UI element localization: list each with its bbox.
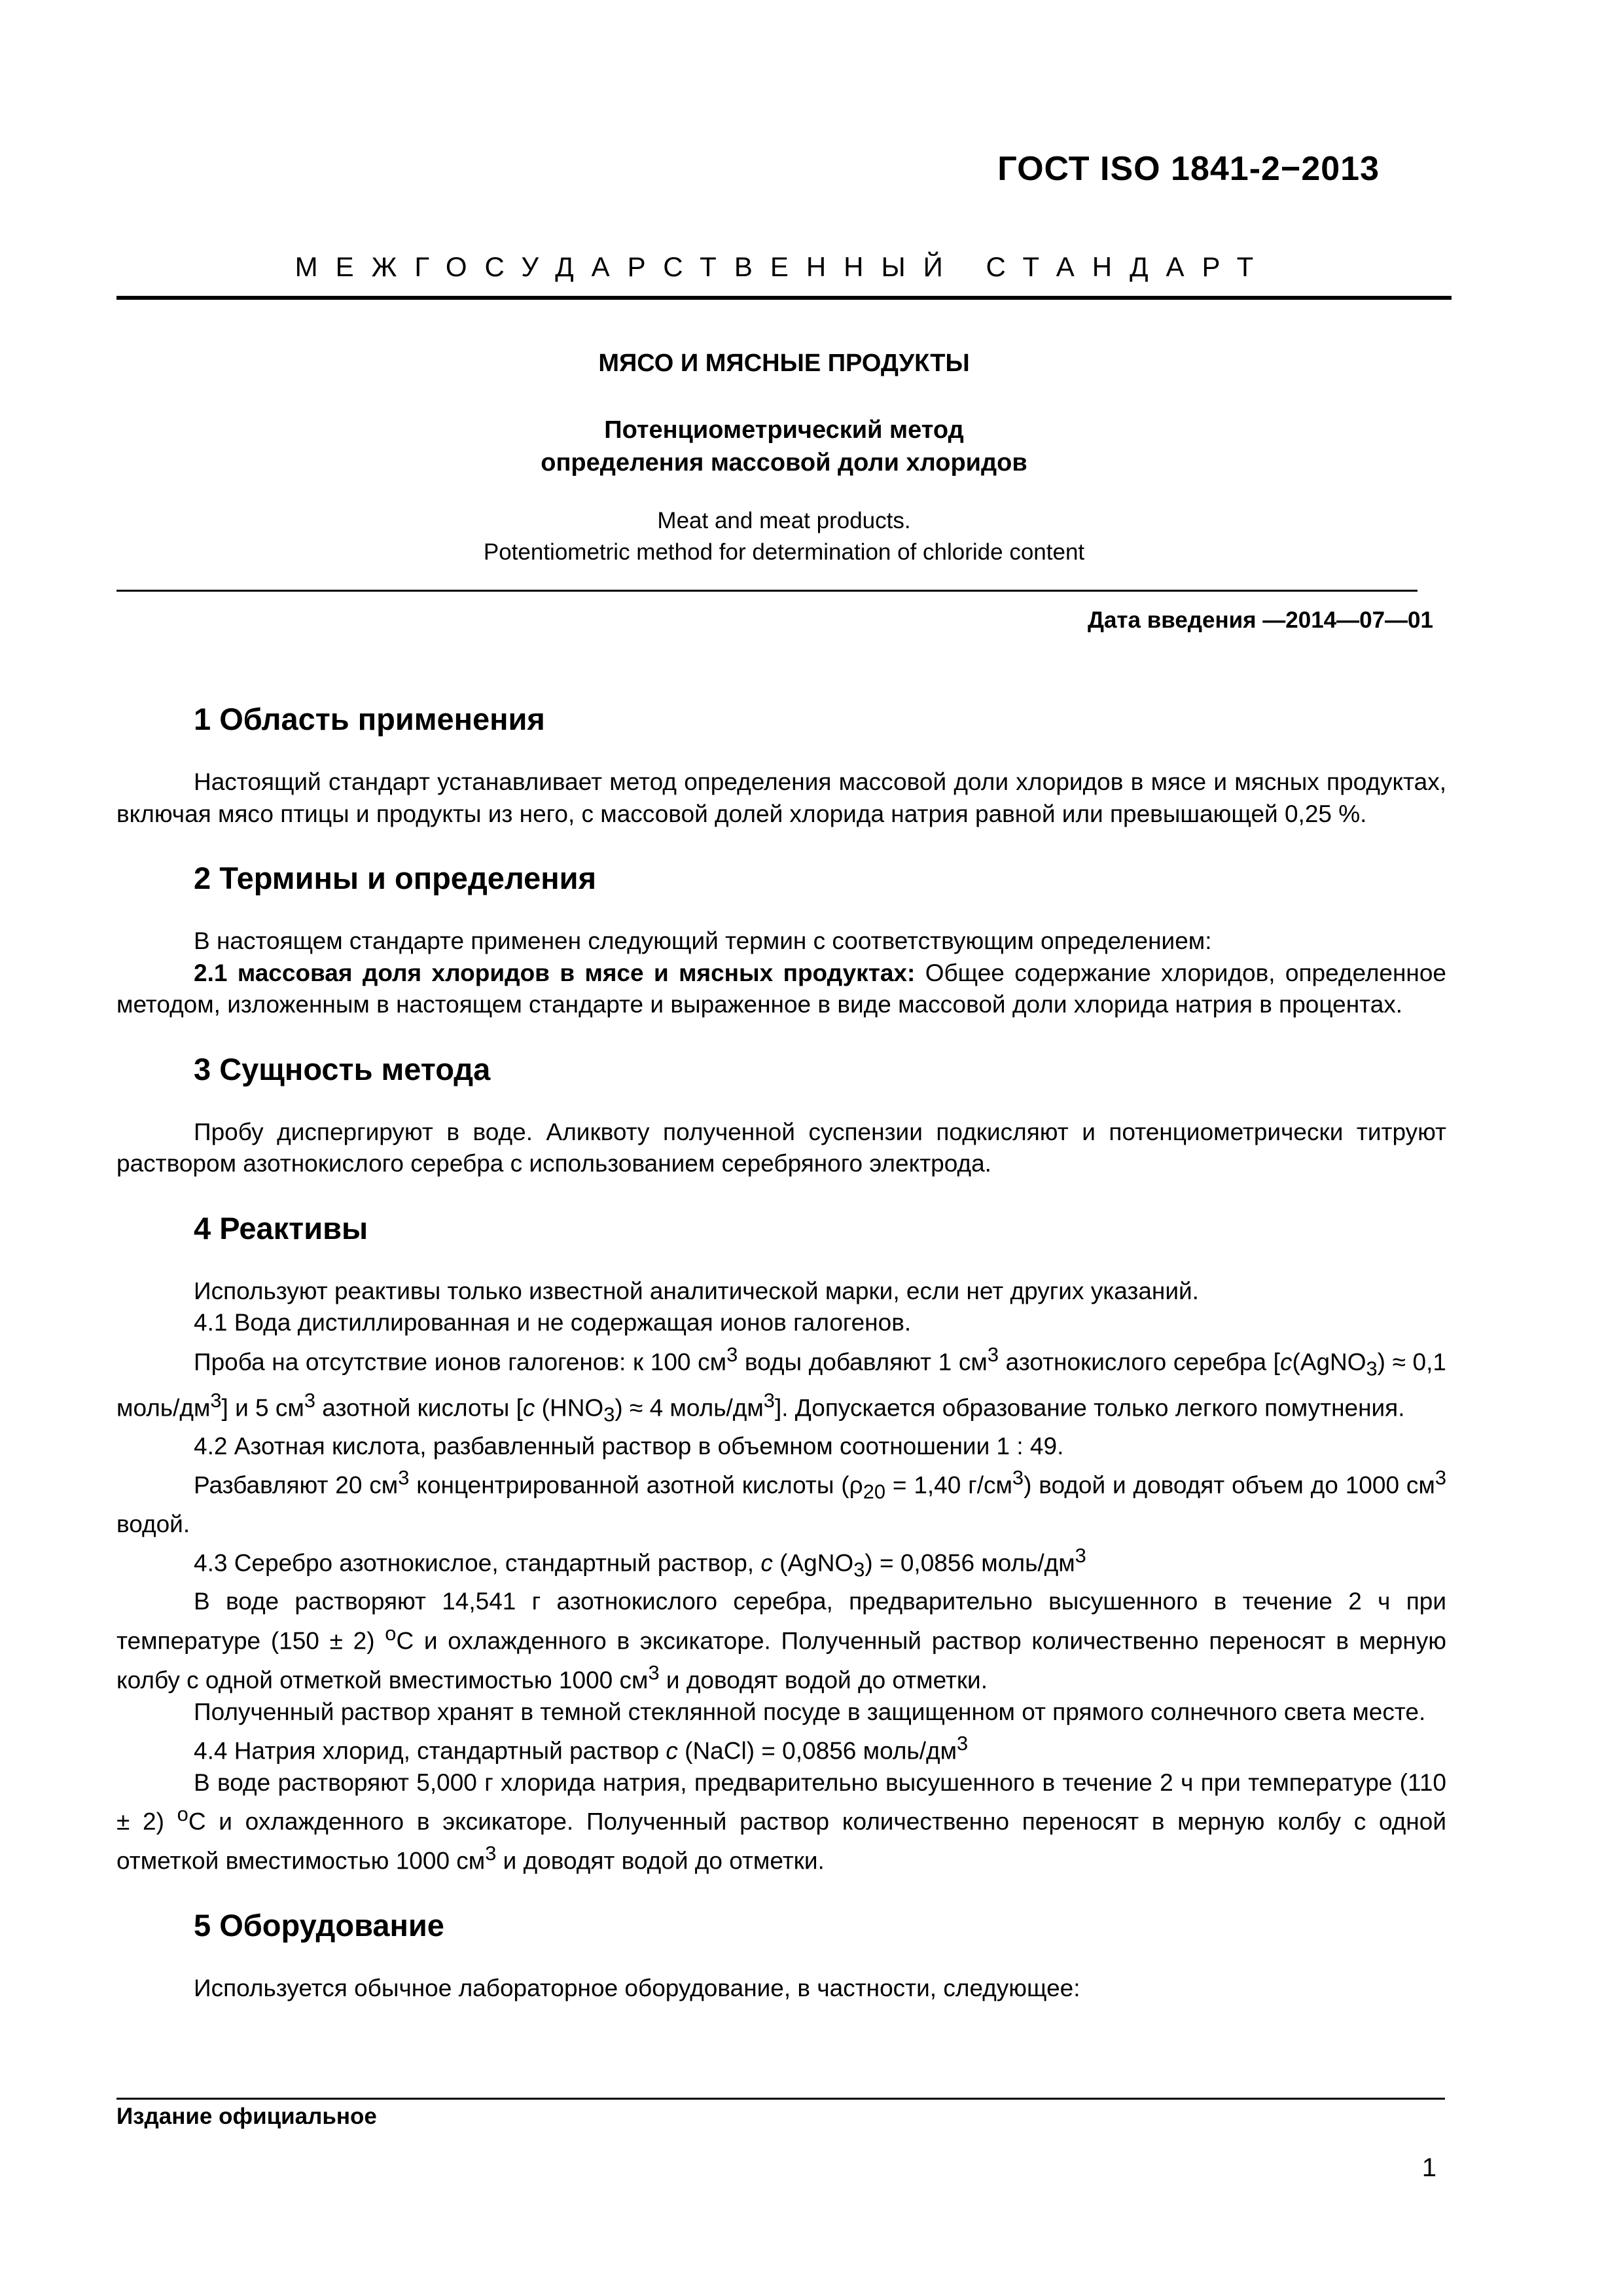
document-id: ГОСТ ISO 1841-2−2013 [997, 150, 1380, 188]
section-heading-terms: 2 Термины и определения [194, 861, 596, 895]
paragraph: Разбавляют 20 $см^3$ концентрированной азотной кислоты ($\rho_{20} = 1,40$ $г/см^3$) водой и доводят объем до 1000 $см^3$ водой. [116, 1466, 1446, 1537]
clause-4-4: 4.4 Натрия хлорид, стандартный раствор c (NaCl) = 0,0856 моль/$дм^3$ [194, 1732, 969, 1765]
paragraph: В воде растворяют 14,541 г азотнокислого серебра, предварительно высушенного в течение 2 ч при температуре (150 ± 2) $^о$С и охлажденного в эксикаторе. Полученный раствор количественно переносят в мерную колбу с одной отметкой вместимостью 1000 $см^3$ и доводят водой до отметки. [116, 1588, 1446, 1694]
section-heading-equipment: 5 Оборудование [194, 1908, 444, 1943]
clause-4-2: 4.2 Азотная кислота, разбавленный раствор в объемном соотношении 1 : 49. [194, 1432, 1064, 1460]
title-rule [116, 590, 1418, 592]
term-definition [116, 958, 1446, 1021]
footer-rule [116, 2098, 1445, 2100]
subtitle-line-2: определения массовой доли хлоридов [541, 449, 1027, 476]
term-name: 2.1 массовая доля хлоридов в мясе и мясных продуктах: [194, 959, 916, 986]
clause-4-3: 4.3 Серебро азотнокислое, стандартный раствор, c (AgNO$_3$) = 0,0856 моль/$дм^3$ [194, 1544, 1086, 1581]
document-body [116, 697, 1446, 2005]
edition-label: Издание официальное [116, 2104, 377, 2129]
term-text: Общее содержание хлоридов, определенное методом, изложенным в настоящем стандарте и выраженное в виде массовой доли хлорида натрия в процентах. [116, 959, 1447, 1018]
subtitle-line-1: Потенциометрический метод [604, 416, 964, 444]
section-heading-scope: 1 Область применения [194, 702, 545, 736]
paragraph: Полученный раствор хранят в темной стеклянной посуде в защищенном от прямого солнечного света месте. [194, 1698, 1426, 1725]
english-title-line-2: Potentiometric method for determination of chloride content [483, 539, 1085, 565]
header-rule [116, 296, 1452, 300]
paragraph: Проба на отсутствие ионов галогенов: к 100 $см^3$ воды добавляют 1 $см^3$ азотнокислого серебра [c(AgNO$_3$) ≈ 0,1 моль/$дм^3$] и 5 $см^3$ азотной кислоты [c $(HNO_3) \approx 4$ моль/$дм^3$]. Допускается образование только легкого помутнения. [116, 1342, 1446, 1426]
document-subtitle [116, 414, 1452, 479]
document-title: МЯСО И МЯСНЫЕ ПРОДУКТЫ [598, 350, 970, 377]
paragraph: В настоящем стандарте применен следующий термин с соответствующим определением: [194, 927, 1212, 954]
paragraph: В воде растворяют 5,000 г хлорида натрия, предварительно высушенного в течение 2 ч при температуре (110 ± 2) $^о$С и охлажденного в эксикаторе. Полученный раствор количественно переносят в мерную колбу с одной отметкой вместимостью 1000 $см^3$ и доводят водой до отметки. [116, 1768, 1446, 1874]
paragraph: Настоящий стандарт устанавливает метод определения массовой доли хлоридов в мясе и мясных продуктах, включая мясо птицы и продукты из него, с массовой долей хлорида натрия равной или превышающей 0,25 %. [116, 768, 1446, 827]
standard-type-label: МЕЖГОСУДАРСТВЕННЫЙ СТАНДАРТ [294, 251, 1272, 282]
paragraph: Используют реактивы только известной аналитической марки, если нет других указаний. [194, 1277, 1199, 1304]
clause-4-1: 4.1 Вода дистиллированная и не содержащая ионов галогенов. [194, 1309, 912, 1336]
section-heading-principle: 3 Сущность метода [194, 1051, 491, 1086]
paragraph: Пробу диспергируют в воде. Аликвоту полученной суспензии подкисляют и потенциометрически титруют раствором азотнокислого серебра с использованием серебряного электрода. [116, 1118, 1446, 1177]
page-number: 1 [1421, 2153, 1436, 2182]
english-title [116, 505, 1452, 568]
english-title-line-1: Meat and meat products. [657, 508, 911, 533]
section-heading-reagents: 4 Реактивы [194, 1210, 368, 1246]
introduction-date: Дата введения —2014—07—01 [1088, 607, 1433, 633]
paragraph: Используется обычное лабораторное оборудование, в частности, следующее: [194, 1975, 1080, 2002]
